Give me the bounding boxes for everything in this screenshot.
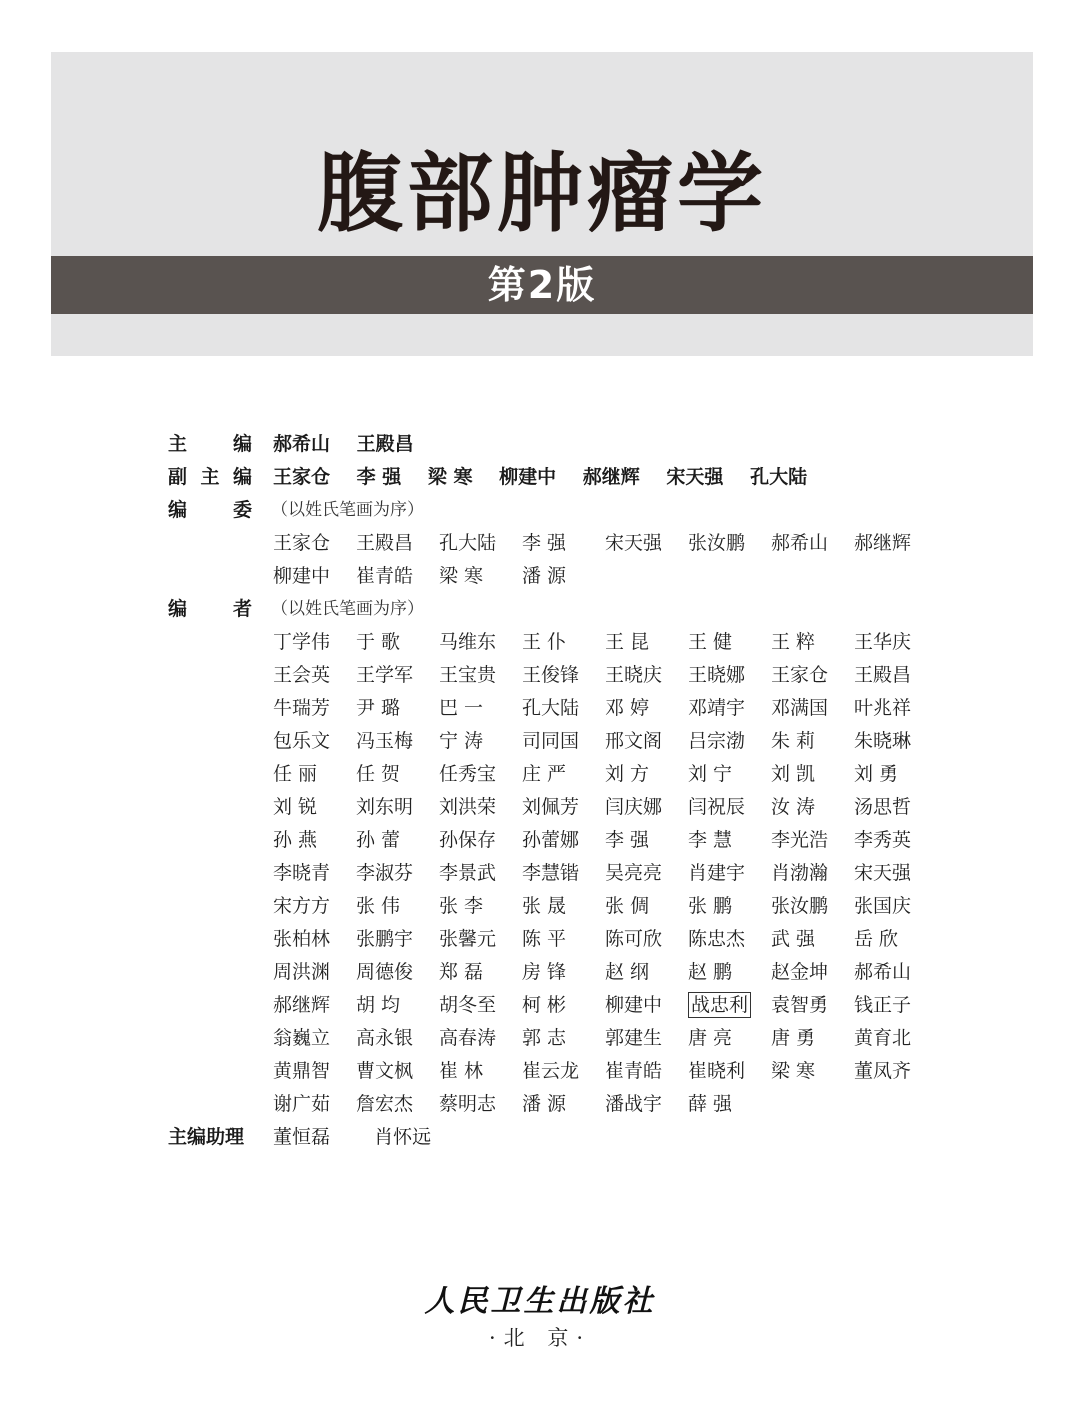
name-cell: [688, 527, 771, 560]
name-cell: [771, 1022, 854, 1055]
name-cell: [605, 1088, 688, 1121]
name-cell: [522, 659, 605, 692]
committee-order-note: （以姓氏笔画为序）: [271, 500, 424, 520]
person-name: 宁 涛: [439, 730, 484, 752]
person-name: 王学军: [356, 664, 414, 686]
name-cell: [771, 857, 854, 890]
person-name: 王俊锋: [522, 664, 580, 686]
assistants-names: [273, 1121, 451, 1154]
person-name: 闫祝辰: [688, 796, 746, 818]
person-name: 朱晓琳: [854, 730, 912, 752]
name-cell: [273, 791, 356, 824]
name-cell: [854, 857, 937, 890]
person-name: 王晓娜: [688, 664, 746, 686]
name-cell: [854, 824, 937, 857]
person-name: 刘 方: [605, 763, 650, 785]
name-cell: [605, 692, 688, 725]
name-cell: [356, 890, 439, 923]
assistants-row: [168, 1121, 928, 1154]
name-cell: [688, 890, 771, 923]
person-name: 曹文枫: [356, 1060, 414, 1082]
person-name: 袁智勇: [771, 994, 829, 1016]
person-name: 李晓青: [273, 862, 331, 884]
name-cell: [854, 659, 937, 692]
name-cell: [522, 989, 605, 1022]
name-cell: [522, 956, 605, 989]
name-cell: [273, 956, 356, 989]
name-cell: [688, 791, 771, 824]
name-cell: [688, 692, 771, 725]
person-name: 刘 凯: [771, 763, 816, 785]
person-name: 张汝鹏: [771, 895, 829, 917]
person-name: 牛瑞芳: [273, 697, 331, 719]
person-name: 钱正子: [854, 994, 912, 1016]
person-name: 董凤齐: [854, 1060, 912, 1082]
name-cell: [439, 989, 522, 1022]
name-cell: [273, 857, 356, 890]
deputy-editors-row: [168, 461, 928, 494]
name-cell: [273, 923, 356, 956]
person-name: 柳建中: [273, 565, 331, 587]
name-cell: [605, 725, 688, 758]
name-cell: [356, 1055, 439, 1088]
name-cell: [605, 857, 688, 890]
authors-order-note: （以姓氏笔画为序）: [271, 599, 424, 619]
name-cell: [273, 989, 356, 1022]
chief-editor-label: 主 编: [168, 433, 252, 455]
name-cell: [356, 923, 439, 956]
authors-label: 编 者: [168, 598, 252, 620]
name-cell: [605, 1055, 688, 1088]
person-name: 丁学伟: [273, 631, 331, 653]
name-cell: [771, 692, 854, 725]
name-cell: [688, 989, 771, 1022]
person-name: 王 粹: [771, 631, 816, 653]
person-name: 薛 强: [688, 1093, 733, 1115]
name-cell: [439, 659, 522, 692]
name-cell: [439, 725, 522, 758]
edition-label: 第2版: [487, 263, 597, 307]
name-cell: [522, 758, 605, 791]
person-name: 邓 婷: [605, 697, 650, 719]
name-cell: [439, 791, 522, 824]
name-cell: [854, 923, 937, 956]
deputy-editors-names: [273, 461, 827, 494]
person-name: 宋天强: [854, 862, 912, 884]
name-cell: [356, 725, 439, 758]
name-cell: [439, 824, 522, 857]
name-cell: [273, 626, 356, 659]
person-name: 唐 亮: [688, 1027, 733, 1049]
person-name: 张 鹏: [688, 895, 733, 917]
person-name: 刘东明: [356, 796, 414, 818]
person-name: 赵 纲: [605, 961, 650, 983]
committee-header-row: [168, 494, 928, 527]
name-cell: [356, 758, 439, 791]
name-cell: [439, 626, 522, 659]
deputy-editor-name: 李 强: [356, 466, 402, 488]
person-name: 黄鼎智: [273, 1060, 331, 1082]
name-cell: [439, 758, 522, 791]
person-name: 任 贺: [356, 763, 401, 785]
person-name: 郝继辉: [273, 994, 331, 1016]
name-cell: [771, 791, 854, 824]
name-cell: [522, 791, 605, 824]
name-cell: [771, 659, 854, 692]
authors-names: [273, 626, 1033, 1121]
person-name: 高春涛: [439, 1027, 497, 1049]
deputy-editor-name: 孔大陆: [750, 466, 808, 488]
person-name: 王华庆: [854, 631, 912, 653]
name-cell: [356, 527, 439, 560]
person-name: 包乐文: [273, 730, 331, 752]
person-name: 潘 源: [522, 1093, 567, 1115]
person-name: 柳建中: [605, 994, 663, 1016]
person-name: 孔大陆: [522, 697, 580, 719]
name-cell: [854, 989, 937, 1022]
person-name: 孙保存: [439, 829, 497, 851]
name-cell: [605, 923, 688, 956]
deputy-editor-name: 柳建中: [499, 466, 557, 488]
name-cell: [605, 890, 688, 923]
person-name: 郝希山: [854, 961, 912, 983]
person-name: 李淑芬: [356, 862, 414, 884]
name-cell: [522, 1022, 605, 1055]
name-cell: [522, 692, 605, 725]
person-name: 李 强: [605, 829, 650, 851]
person-name: 王 仆: [522, 631, 567, 653]
name-cell: [273, 725, 356, 758]
person-name: 王家仓: [771, 664, 829, 686]
name-cell: [854, 956, 937, 989]
person-name: 任 丽: [273, 763, 318, 785]
person-name: 宋天强: [605, 532, 663, 554]
assistant-name: 肖怀远: [374, 1126, 432, 1148]
deputy-editor-name: 王家仓: [273, 466, 331, 488]
person-name: 吕宗渤: [688, 730, 746, 752]
person-name: 柯 彬: [522, 994, 567, 1016]
deputy-editor-name: 宋天强: [666, 466, 724, 488]
authors-header-row: [168, 593, 928, 626]
name-cell: [439, 560, 522, 593]
name-cell: [854, 692, 937, 725]
name-cell: [273, 560, 356, 593]
person-name: 张 伟: [356, 895, 401, 917]
name-cell: [522, 824, 605, 857]
person-name: 司同国: [522, 730, 580, 752]
person-name: 崔青皓: [356, 565, 414, 587]
person-name: 庄 严: [522, 763, 567, 785]
person-name: 郑 磊: [439, 961, 484, 983]
person-name: 胡 均: [356, 994, 401, 1016]
deputy-editor-name: 梁 寒: [427, 466, 473, 488]
name-cell: [356, 692, 439, 725]
name-cell: [771, 527, 854, 560]
name-cell: [771, 1055, 854, 1088]
person-name: 郭建生: [605, 1027, 663, 1049]
chief-editor-row: [168, 428, 928, 461]
person-name: 房 锋: [522, 961, 567, 983]
person-name: 梁 寒: [771, 1060, 816, 1082]
person-name: 谢广茹: [273, 1093, 331, 1115]
person-name: 张柏林: [273, 928, 331, 950]
name-cell: [439, 527, 522, 560]
person-name: 王殿昌: [854, 664, 912, 686]
person-name: 翁巍立: [273, 1027, 331, 1049]
name-cell: [439, 857, 522, 890]
person-name: 陈 平: [522, 928, 567, 950]
person-name: 蔡明志: [439, 1093, 497, 1115]
name-cell: [771, 626, 854, 659]
person-name: 岳 欣: [854, 928, 899, 950]
name-cell: [356, 824, 439, 857]
name-cell: [273, 1055, 356, 1088]
person-name: 李 慧: [688, 829, 733, 851]
person-name: 王宝贵: [439, 664, 497, 686]
name-cell: [522, 1055, 605, 1088]
name-cell: [605, 527, 688, 560]
name-cell: [605, 989, 688, 1022]
person-name: 崔青皓: [605, 1060, 663, 1082]
name-cell: [688, 758, 771, 791]
name-cell: [605, 758, 688, 791]
name-cell: [522, 1088, 605, 1121]
person-name: 巴 一: [439, 697, 484, 719]
name-cell: [688, 626, 771, 659]
name-cell: [688, 659, 771, 692]
person-name: 汝 涛: [771, 796, 816, 818]
name-cell: [771, 824, 854, 857]
assistant-name: 董恒磊: [273, 1126, 331, 1148]
name-cell: [688, 923, 771, 956]
person-name: 张国庆: [854, 895, 912, 917]
name-cell: [439, 1022, 522, 1055]
name-cell: [854, 1022, 937, 1055]
person-name: 刘洪荣: [439, 796, 497, 818]
person-name: 张 倜: [605, 895, 650, 917]
person-name: 郭 志: [522, 1027, 567, 1049]
person-name: 冯玉梅: [356, 730, 414, 752]
name-cell: [439, 692, 522, 725]
name-cell: [854, 725, 937, 758]
person-name: 叶兆祥: [854, 697, 912, 719]
name-cell: [439, 1088, 522, 1121]
name-cell: [522, 725, 605, 758]
name-cell: [605, 956, 688, 989]
deputy-editor-name: 郝继辉: [582, 466, 640, 488]
name-cell: [273, 1088, 356, 1121]
person-name: 宋方方: [273, 895, 331, 917]
name-cell: [356, 1022, 439, 1055]
person-name: 刘佩芳: [522, 796, 580, 818]
person-name: 邢文阁: [605, 730, 663, 752]
edition-bar: [51, 256, 1033, 314]
name-cell: [356, 857, 439, 890]
person-name: 李慧锴: [522, 862, 580, 884]
name-cell: [854, 791, 937, 824]
person-name: 张馨元: [439, 928, 497, 950]
name-cell: [854, 527, 937, 560]
person-name: 张 晟: [522, 895, 567, 917]
person-name: 孔大陆: [439, 532, 497, 554]
name-cell: [356, 791, 439, 824]
name-cell: [854, 890, 937, 923]
name-cell: [771, 758, 854, 791]
person-name: 吴亮亮: [605, 862, 663, 884]
publisher-city: ·北 京·: [488, 1326, 592, 1350]
name-cell: [522, 890, 605, 923]
name-cell: [854, 626, 937, 659]
person-name: 孙 燕: [273, 829, 318, 851]
book-title: 腹部肿瘤学: [317, 144, 767, 244]
person-name: 孙 蕾: [356, 829, 401, 851]
name-cell: [522, 923, 605, 956]
person-name: 汤思哲: [854, 796, 912, 818]
name-cell: [688, 1055, 771, 1088]
person-name: 王殿昌: [356, 532, 414, 554]
name-cell: [522, 560, 605, 593]
name-cell: [522, 626, 605, 659]
person-name: 唐 勇: [771, 1027, 816, 1049]
name-cell: [771, 725, 854, 758]
name-cell: [356, 560, 439, 593]
name-cell: [439, 923, 522, 956]
person-name: 陈可欣: [605, 928, 663, 950]
person-name: 黄育北: [854, 1027, 912, 1049]
person-name: 郝继辉: [854, 532, 912, 554]
deputy-editors-label: 副 主 编: [168, 466, 252, 488]
person-name: 王晓庆: [605, 664, 663, 686]
name-cell: [688, 956, 771, 989]
person-name: 张汝鹏: [688, 532, 746, 554]
person-name: 王 健: [688, 631, 733, 653]
person-name: 李秀英: [854, 829, 912, 851]
name-cell: [854, 1055, 937, 1088]
name-cell: [522, 857, 605, 890]
person-name: 崔晓利: [688, 1060, 746, 1082]
name-cell: [771, 923, 854, 956]
person-name: 邓靖宇: [688, 697, 746, 719]
chief-editor-name: 王殿昌: [356, 433, 414, 455]
person-name: 崔云龙: [522, 1060, 580, 1082]
name-cell: [439, 956, 522, 989]
name-cell: [273, 890, 356, 923]
person-name: 李 强: [522, 532, 567, 554]
person-name: 张鹏宇: [356, 928, 414, 950]
name-cell: [771, 989, 854, 1022]
name-cell: [605, 824, 688, 857]
person-name: 陈忠杰: [688, 928, 746, 950]
person-name: 李光浩: [771, 829, 829, 851]
name-cell: [439, 1055, 522, 1088]
person-name: 肖建宇: [688, 862, 746, 884]
person-name: 刘 宁: [688, 763, 733, 785]
person-name: 詹宏杰: [356, 1093, 414, 1115]
committee-label: 编 委: [168, 499, 252, 521]
person-name: 邓满国: [771, 697, 829, 719]
name-cell: [356, 989, 439, 1022]
name-cell: [605, 659, 688, 692]
name-cell: [273, 659, 356, 692]
person-name: 张 李: [439, 895, 484, 917]
person-name: 尹 璐: [356, 697, 401, 719]
name-cell: [273, 692, 356, 725]
person-name: 潘 源: [522, 565, 567, 587]
person-name: 武 强: [771, 928, 816, 950]
name-cell: [273, 1022, 356, 1055]
chief-editor-name: 郝希山: [273, 433, 331, 455]
name-cell: [605, 791, 688, 824]
name-cell: [688, 824, 771, 857]
name-cell: [688, 1088, 771, 1121]
person-name: 刘 勇: [854, 763, 899, 785]
person-name: 朱 莉: [771, 730, 816, 752]
name-cell: [522, 527, 605, 560]
person-name: 战忠利: [688, 992, 751, 1018]
name-cell: [356, 1088, 439, 1121]
person-name: 肖渤瀚: [771, 862, 829, 884]
person-name: 李景武: [439, 862, 497, 884]
person-name: 刘 锐: [273, 796, 318, 818]
assistants-label: 主编助理: [168, 1126, 245, 1148]
person-name: 王家仓: [273, 532, 331, 554]
person-name: 梁 寒: [439, 565, 484, 587]
person-name: 闫庆娜: [605, 796, 663, 818]
name-cell: [605, 626, 688, 659]
person-name: 周德俊: [356, 961, 414, 983]
committee-names: [273, 527, 1033, 593]
person-name: 于 歌: [356, 631, 401, 653]
name-cell: [439, 890, 522, 923]
person-name: 任秀宝: [439, 763, 497, 785]
name-cell: [273, 527, 356, 560]
person-name: 马维东: [439, 631, 497, 653]
name-cell: [771, 956, 854, 989]
person-name: 王会英: [273, 664, 331, 686]
publisher-logo: 人民卫生出版社: [424, 1284, 656, 1319]
chief-editor-names: [273, 428, 434, 461]
person-name: 赵 鹏: [688, 961, 733, 983]
name-cell: [771, 890, 854, 923]
person-name: 高永银: [356, 1027, 414, 1049]
person-name: 崔 林: [439, 1060, 484, 1082]
name-cell: [273, 824, 356, 857]
name-cell: [688, 1022, 771, 1055]
person-name: 王 昆: [605, 631, 650, 653]
person-name: 赵金坤: [771, 961, 829, 983]
person-name: 孙蕾娜: [522, 829, 580, 851]
person-name: 郝希山: [771, 532, 829, 554]
name-cell: [356, 956, 439, 989]
name-cell: [356, 659, 439, 692]
name-cell: [688, 857, 771, 890]
credits-section: [168, 428, 928, 1154]
person-name: 周洪渊: [273, 961, 331, 983]
name-cell: [854, 758, 937, 791]
name-cell: [356, 626, 439, 659]
name-cell: [605, 1022, 688, 1055]
person-name: 胡冬至: [439, 994, 497, 1016]
name-cell: [273, 758, 356, 791]
person-name: 潘战宇: [605, 1093, 663, 1115]
name-cell: [688, 725, 771, 758]
